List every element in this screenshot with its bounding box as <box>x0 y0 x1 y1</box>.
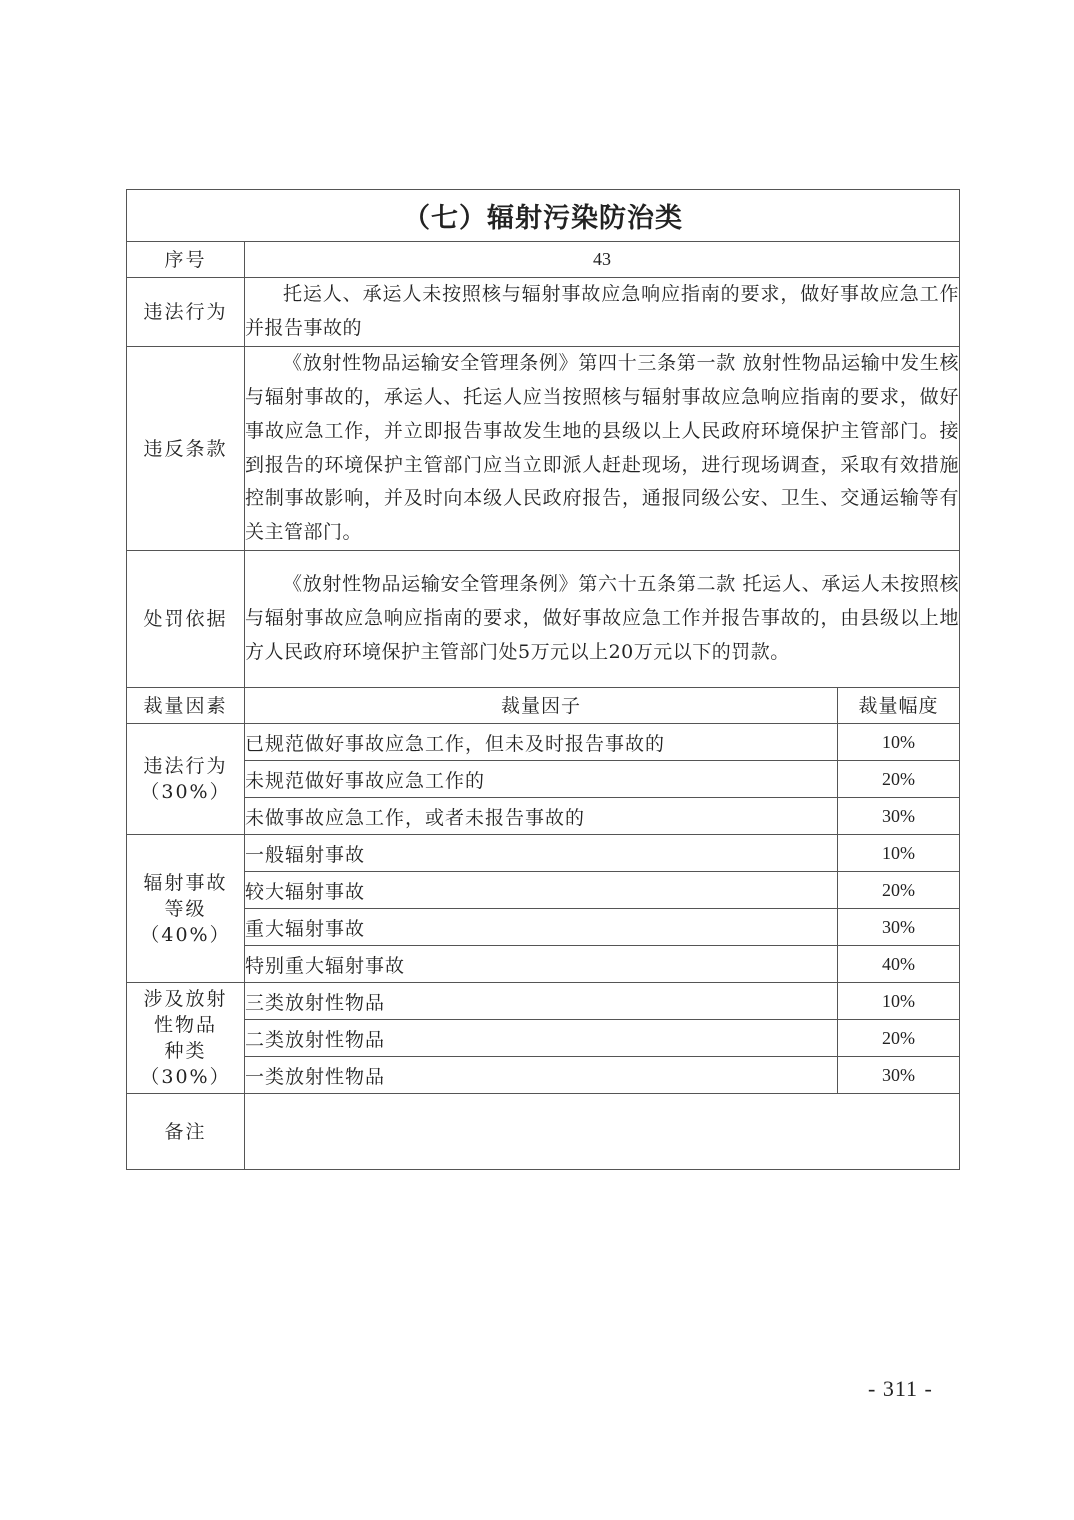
discretion-range-header: 裁量幅度 <box>838 688 960 724</box>
page-number: - 311 - <box>868 1376 933 1401</box>
remark-label: 备注 <box>127 1094 245 1170</box>
discretion-item-percent: 10% <box>838 983 960 1020</box>
discretion-item-percent: 10% <box>838 835 960 872</box>
discretion-item-percent: 30% <box>838 1057 960 1094</box>
discretion-item-text: 较大辐射事故 <box>245 872 838 909</box>
discretion-item-percent: 20% <box>838 1020 960 1057</box>
discretion-item-percent: 20% <box>838 872 960 909</box>
discretion-item-text: 未做事故应急工作，或者未报告事故的 <box>245 798 838 835</box>
discretion-item-text: 特别重大辐射事故 <box>245 946 838 983</box>
discretion-item-header: 裁量因子 <box>245 688 838 724</box>
factor-label-line: （30%） <box>140 1066 231 1088</box>
violation-label: 违法行为 <box>127 278 245 347</box>
discretion-factor-label <box>127 983 245 1094</box>
punishment-table <box>126 189 960 1170</box>
factor-label-line: 辐射事故 <box>143 871 228 894</box>
discretion-item-text: 一般辐射事故 <box>245 835 838 872</box>
discretion-row <box>127 1057 960 1094</box>
discretion-item-text: 一类放射性物品 <box>245 1057 838 1094</box>
discretion-item-percent: 20% <box>838 761 960 798</box>
discretion-item-text: 二类放射性物品 <box>245 1020 838 1057</box>
discretion-row <box>127 798 960 835</box>
discretion-item-percent: 30% <box>838 909 960 946</box>
discretion-item-percent: 40% <box>838 946 960 983</box>
discretion-row <box>127 761 960 798</box>
penalty-label: 处罚依据 <box>127 551 245 688</box>
factor-label-line: （40%） <box>140 923 231 946</box>
discretion-row <box>127 872 960 909</box>
discretion-item-percent: 10% <box>838 724 960 761</box>
discretion-item-text: 三类放射性物品 <box>245 983 838 1020</box>
factor-label-line: （30%） <box>140 781 231 803</box>
discretion-item-text: 已规范做好事故应急工作，但未及时报告事故的 <box>245 724 838 761</box>
discretion-row <box>127 909 960 946</box>
discretion-item-percent: 30% <box>838 798 960 835</box>
discretion-row <box>127 1020 960 1057</box>
section-title: （七）辐射污染防治类 <box>127 190 960 242</box>
penalty-text: 《放射性物品运输安全管理条例》第六十五条第二款 托运人、承运人未按照核与辐射事故应急响应指南的要求，做好事故应急工作并报告事故的，由县级以上地方人民政府环境保护主管部门处5万元以上20万元以下的罚款。 <box>245 551 960 688</box>
factor-label-line: 涉及放射 <box>143 988 228 1010</box>
provision-text: 《放射性物品运输安全管理条例》第四十三条第一款 放射性物品运输中发生核与辐射事故的，承运人、托运人应当按照核与辐射事故应急响应指南的要求，做好事故应急工作，并立即报告事故发生地的县级以上人民政府环境保护主管部门。接到报告的环境保护主管部门应当立即派人赶赴现场，进行现场调查，采取有效措施控制事故影响，并及时向本级人民政府报告，通报同级公安、卫生、交通运输等有关主管部门。 <box>245 347 960 551</box>
factor-label-line: 违法行为 <box>143 755 228 777</box>
discretion-row <box>127 724 960 761</box>
provision-label: 违反条款 <box>127 347 245 551</box>
discretion-factor-header: 裁量因素 <box>127 688 245 724</box>
discretion-factor-label <box>127 835 245 983</box>
violation-text: 托运人、承运人未按照核与辐射事故应急响应指南的要求，做好事故应急工作并报告事故的 <box>245 278 960 347</box>
seq-value: 43 <box>245 242 960 278</box>
factor-label-line: 种类 <box>164 1040 207 1062</box>
discretion-item-text: 重大辐射事故 <box>245 909 838 946</box>
discretion-factor-label <box>127 724 245 835</box>
discretion-row <box>127 946 960 983</box>
discretion-row <box>127 835 960 872</box>
discretion-item-text: 未规范做好事故应急工作的 <box>245 761 838 798</box>
discretion-groups <box>127 724 960 1094</box>
factor-label-line: 性物品 <box>153 1014 217 1036</box>
discretion-row <box>127 983 960 1020</box>
remark-value <box>245 1094 960 1170</box>
seq-label: 序号 <box>127 242 245 278</box>
factor-label-line: 等级 <box>164 897 207 920</box>
